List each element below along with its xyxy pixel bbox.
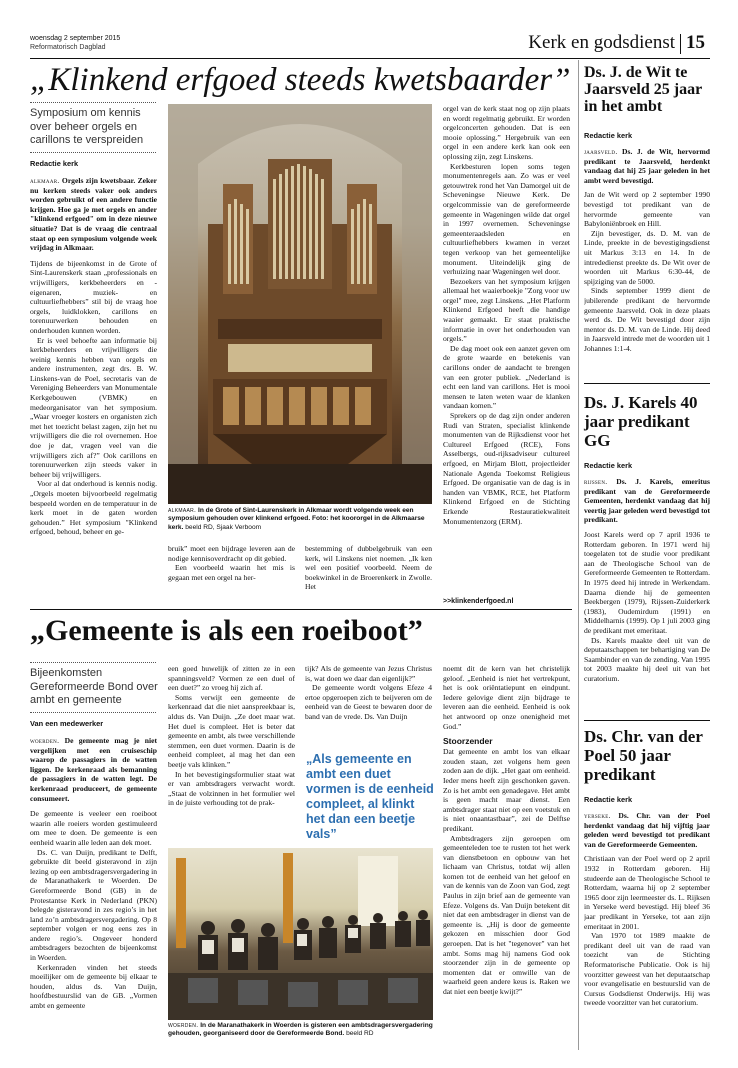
article2-column-4 <box>443 664 570 1064</box>
sidebar-item-1-lead: Ds. J. de Wit, hervormd predikant te Jaarsveld, herdenkt vandaag dat hij 25 jaar geleden in het ambt werd bevestigd. <box>584 147 710 185</box>
sidebar-item-3-lead: Ds. Chr. van der Poel herdenkt vandaag dat hij vijftig jaar geleden werd bevestigd tot predikant van de Gereformeerde Gemeenten. <box>584 811 710 849</box>
article1-paragraph: Sprekers op de dag zijn onder anderen Rudi van Straten, specialist klinkende monumenten van de Rijksdienst voor het Cultureel Erfgoed (RCE), Fons Asselbergs, oud-rijksadviseur cultureel erfgoed, en Mirjam Blott, projectleider Nationale Agenda Toekomst Religieus Erfgoed. De organisatie van de dag is in handen van VBMK, RCE, het Platform Klinkend Erfgoed en de Stichting Erkende Restauratiekwaliteit Monumentenzorg (ERM). <box>443 411 570 526</box>
article2-paragraph: In het bevestigingsformulier staat wat er van ambtsdragers verwacht wordt. „Staat de volzinnen in het formulier wel in de juiste verhouding tot de prak- <box>168 769 295 808</box>
article1-paragraph: bestemming of dubbelgebruik van een kerk, wil Linskens niet noemen. „Ik ken wel een positief voorbeeld. Neem de boekwinkel in de Broerenkerk in Zwolle. Het <box>305 544 432 592</box>
sidebar-item-1-byline: Redactie kerk <box>584 131 633 140</box>
article2-caption-text: In de Maranathakerk in Woerden is gisteren een ambtsdragersvergadering gehouden, georganiseerd door de Gereformeerde Bond. <box>168 1022 433 1038</box>
sidebar-item-3-body <box>584 811 710 1061</box>
article2-column-3 <box>305 664 432 748</box>
sidebar-item-3-dateline: yerseke. <box>584 811 611 820</box>
article1-paragraph: De dag moet ook een aanzet geven om de grote waarde en betekenis van carillons onder de aandacht te brengen van een groter publiek. „Nederland is echt een land van carillons. Het is mooi mensen te laten weten waar de klanken vandaan komen.” <box>443 343 570 411</box>
masthead-divider <box>680 34 681 54</box>
sidebar-item-1-dateline: jaarsveld. <box>584 147 618 156</box>
article2-pullquote: „Als gemeente en ambt een duet vormen is de eenheid compleet, al klinkt het dan een beetje vals” <box>306 752 434 841</box>
sidebar-item-3-byline: Redactie kerk <box>584 795 633 804</box>
article1-paragraph: Bezoekers van het symposium krijgen allemaal het waaierboekje "Zorg voor uw orgel" mee, zegt Linskens. „Het Platform Klinkend Erfgoed heeft die handige waaier gemaakt. Er staat praktische informatie in over het onderhouden van orgels.” <box>443 276 570 344</box>
sidebar-item-2-dateline: rijssen. <box>584 477 608 486</box>
article2-caption-location: woerden. <box>168 1022 199 1029</box>
article2-caption-credit: beeld RD <box>346 1030 374 1038</box>
article2-paragraph: Ambtsdragers zijn geroepen om gemeenteleden toe te rusten tot het werk van dienstbetoon en opbouw van het lichaam van Christus, totdat wij allen komen tot de eenheid van het geloof en van de kennis van de Zoon van God, zegt Paulus in zijn brief aan de gemeente van Efeze. Volgens ds. Van Duijn betekent dit niet dat een ambtsdrager in dienst van de gemeente is. „Hij is door de gemeente gekozen en misschien door God geroepen. Dat is het "tegenover" van het ambt. Soms mag hij namens God ook stoorzender zijn in de gemeente op momenten dat er omwille van de waarheid geen andere keus is. Raken we dat niet een beetje kwijt?” <box>443 833 570 996</box>
article2-paragraph: Kerkenraden vinden het steeds moeilijker om de gemeente bij elkaar te houden, aldus ds. Van Duijn, hoofdbestuurslid van de GB. „Vormen ambt en gemeente <box>30 962 157 1011</box>
article2-intro: Bijeenkomsten Gereformeerde Bond over ambt en gemeente <box>30 667 158 706</box>
sidebar-item-1-body <box>584 147 710 377</box>
article2-divider-top <box>30 662 156 663</box>
article1-paragraph: Er is veel behoefte aan informatie bij kerkbeheerders en vrijwilligers die weinig kennis hebben van orgels en andere instrumenten, zegt drs. B. W. Linskens-van de Poel, secretaris van de Vereniging Beheerders van Monumentale Kerkgebouwen (VBMK) en medeorganisator van het symposium. „Waar vroeger kosters en organisten zich met het toezicht belast zagen, zijn het nu vrijwilligers die die rol overnemen. Hoe doe je dat, vragen veel van die vrijwilligers zich af?” Ook carillons en torenuurwerken zijn steeds vaker in beheer bij vrijwilligers. <box>30 335 157 479</box>
article1-caption-location: alkmaar. <box>168 507 197 514</box>
sidebar-item-3-paragraph: Van 1970 tot 1989 maakte de predikant deel uit van de raad van toezicht van de Stichting Reformatorische Publicatie. Ook is hij voorzitter geweest van het deputaatschap voor evangelisatie en bestuurslid van de Cursus Godsdienst Onderwijs. Hij was tweede voorzitter van het curatorium. <box>584 931 710 1008</box>
article2-column-2 <box>168 664 295 840</box>
article1-lead: Orgels zijn kwetsbaar. Zeker nu kerken steeds vaker ook anders worden gebruikt of een andere functie krijgen. Hoe ga je met orgels en ander "klinkend erfgoed" om in deze nieuwe situatie? Dat is de vraag die centraal staat op een symposium volgende week vrijdag in Alkmaar. <box>30 176 157 253</box>
paper-name: Reformatorisch Dagblad <box>30 44 106 51</box>
article1-headline: „Klinkend erfgoed steeds kwetsbaarder” <box>30 62 571 98</box>
article1-paragraph: orgel van de kerk staat nog op zijn plaats en wordt regelmatig gebruikt. Er worden orgelconcerten gehouden. Dat is een mooie oplossing.” Hergebruik van een orgel in een andere kerk kan ook een oplossing zijn, zegt Linskens. <box>443 104 570 161</box>
article1-intro: Symposium om kennis over beheer orgels en carillons te verspreiden <box>30 107 144 146</box>
article2-subhead: Stoorzender <box>443 736 493 747</box>
sidebar-item-2-title: Ds. J. Karels 40 jaar predikant GG <box>584 393 698 450</box>
article2-paragraph: Soms verwijt een gemeente de kerkenraad dat die niet aanspreekbaar is, aldus ds. Van Duijn. „Ze doet maar wat. Het duel is compleet. Het is beter dat gemeente en ambt, als twee verschillende stemmen, een duet vormen. Daarin is de eenheid compleet, al mag het dan een beetje vals klinken.” <box>168 692 295 769</box>
sidebar-item-2-lead: Ds. J. Karels, emeritus predikant van de Gereformeerde Gemeenten, herdenkt vandaag dat hij veertig jaar geleden werd bevestigd tot predikant. <box>584 477 710 525</box>
sidebar-item-1-paragraph: Jan de Wit werd op 2 september 1990 bevestigd tot predikant van de hervormde gemeente van Babyloniënbroek en Hill. <box>584 190 710 229</box>
organ-photo <box>168 104 432 504</box>
sidebar-item-2-byline: Redactie kerk <box>584 461 633 470</box>
article1-column-1 <box>30 176 157 596</box>
article1-paragraph: Kerkbesturen lopen soms tegen monumentenregels aan. Zo was er veel getouwtrek rond het Van Damorgel uit de Scheveningse Nieuwe Kerk. De orgelcommissie van de gereformeerde gemeente in Wageningen wilde dat orgel in 1997 overnemen. Scheveningse gemeenteraadsleden en cultuurliefhebbers kwamen in verzet tegen verkoop van het gemeentelijke monument. Uiteindelijk ging de verhuizing naar Wageningen wel door. <box>443 161 570 277</box>
article1-paragraph: Tijdens de bijeenkomst in de Grote of Sint-Laurenskerk staan „professionals en vrijwilligers, kerkbeheerders en -eigenaren, muziek- en cultuurliefhebbers” stil bij de vraag hoe orgels, luidklokken, carillons en torenuurwerken behouden en onderhouden kunnen worden. <box>30 258 157 335</box>
sidebar-item-1-paragraph: Sinds september 1999 dient de jubilerende predikant de hervormde gemeente Jaarsveld. Ook in deze plaats werd ds. De Wit bevestigd door zijn mentor ds. D. M. van de Linde. Hij deed in Jaarsveld intrede met de woorden uit 1 Johannes 1:1-4. <box>584 286 710 353</box>
article2-paragraph: tijk? Als de gemeente van Jezus Christus is, wat doen we daar dan eigenlijk?” <box>305 664 432 683</box>
article2-column-1 <box>30 736 157 1056</box>
sidebar-separator <box>584 720 710 721</box>
meeting-photo <box>168 848 433 1020</box>
article2-dateline: woerden. <box>30 736 60 745</box>
sidebar-item-1-title: Ds. J. de Wit te Jaarsveld 25 jaar in het ambt <box>584 64 702 115</box>
section-title: Kerk en godsdienst <box>528 32 675 53</box>
meeting-illustration <box>168 848 433 1020</box>
article1-caption-text: In de Grote of Sint-Laurenskerk in Alkmaar wordt volgende week een symposium gehouden over klinkend erfgoed. Foto: het koororgel in de Alkmaarse kerk. <box>168 507 425 531</box>
sidebar-item-2-paragraph: Ds. Karels maakte deel uit van de deputaatschappen ter behartiging van De Saambinder en van de zending. Van 1995 tot 2003 maakte hij deel uit van het curatorium. <box>584 635 710 683</box>
article1-divider-bottom <box>30 152 156 153</box>
article2-paragraph: Dat gemeente en ambt los van elkaar zouden staan, zet volgens hem geen zoden aan de dijk. „Het gaat om eenheid. Ieder mens heeft zijn geschonken gaven. Zo is het ambt een genadegave. Het ambt is geen macht maar dienst. Een ambtsdrager staat niet op een voetstuk en is niet onaantastbaar”, zei de Delftse predikant. <box>443 747 570 833</box>
article1-column-4 <box>443 104 570 596</box>
article2-paragraph: Ds. C. van Duijn, predikant te Delft, gebruikte dit beeld gisteravond in zijn lezing op een ambtsdragersvergadering in de Maranathakerk te Woerden. De Gereformeerde Bond (GB) in de Protestantse Kerk in Nederland (PKN) belegde gisteravond in zes regio’s in het land zo’n ambtsdragersvergadering. Op 8 september volgen er nog eens zes in andere regio’s. Ongeveer honderd ambtsdragers bezochten de bijeenkomst in Woerden. <box>30 847 157 963</box>
article1-dateline: alkmaar. <box>30 176 60 185</box>
article2-paragraph: noemt dit de kern van het christelijk geloof. „Eenheid is niet het vertrekpunt, het is ook oriëntatiepunt en eindpunt. Iedere gelovige dient zijn bijdrage te leveren aan die eenheid. Eenheid is ook het antwoord op onze onenigheid met God.” <box>443 664 570 731</box>
article1-caption <box>168 507 432 532</box>
article2-paragraph: een goed huwelijk of zitten ze in een spanningsveld? Vormen ze een duel of een duet?” zo vroeg hij zich af. <box>168 664 295 693</box>
article1-divider-top <box>30 102 156 103</box>
sidebar-item-1-paragraph: Zijn bevestiger, ds. D. M. van de Linde, preekte in de bevestigingsdienst uit Markus 3:13 en 14. In de intrededienst preekte ds. De Wit over de woorden uit Markus 6:30-44, de spijziging van de 5000. <box>584 228 710 286</box>
article1-byline: Redactie kerk <box>30 159 79 168</box>
sidebar-item-3-title: Ds. Chr. van der Poel 50 jaar predikant <box>584 727 703 784</box>
masthead-rule <box>30 58 710 59</box>
article2-lead: De gemeente mag je niet vergelijken met een cruiseschip waarop de passagiers in de watten liggen. De kerkenraad als bemanning de passagiers in de watten legt. De kerkenraad produceert, de gemeente consumeert. <box>30 736 157 803</box>
article1-paragraph: Een voorbeeld waarin het mis is gegaan met een orgel na her- <box>168 563 295 582</box>
article1-column-3 <box>305 544 432 596</box>
article1-caption-credit: beeld RD, Sjaak Verboom <box>185 523 262 531</box>
article2-byline: Van een medewerker <box>30 719 104 728</box>
article1-column-2 <box>168 544 295 596</box>
article2-caption <box>168 1022 434 1039</box>
sidebar-item-2-paragraph: Joost Karels werd op 7 april 1936 te Rotterdam geboren. In 1971 werd hij toegelaten tot de studie voor predikant aan de Theologische School van de Gereformeerde Gemeenten te Rotterdam. In 1975 deed hij intrede in Werkendam. Daarna diende hij de gemeenten Beekbergen (1979), Rijssen-Zuiderkerk (1983), Oudemirdum (1991) en Middelharnis (1999). Op 1 juli 2003 ging de predikant met emeritaat. <box>584 529 710 635</box>
page-number: 15 <box>686 32 705 53</box>
issue-date: woensdag 2 september 2015 <box>30 35 121 42</box>
sidebar-separator <box>584 383 710 384</box>
article1-paragraph: bruik” moet een bijdrage leveren aan de nodige kennisoverdracht op dit gebied. <box>168 544 295 563</box>
article2-headline: „Gemeente is als een roeiboot” <box>30 614 423 647</box>
sidebar-item-3-paragraph: Christiaan van der Poel werd op 2 april 1932 in Rotterdam geboren. Hij studeerde aan de Theologische School te Rotterdam, waarna hij op 2 september 1965 door zijn leermeester ds. L. Rijksen in Yerseke werd bevestigd. Hij bleef 36 jaar predikant in Yerseke, tot aan zijn emeritaat in 2001. <box>584 854 710 931</box>
article1-paragraph: Voor al dat onderhoud is kennis nodig. „Orgels moeten bijvoorbeeld regelmatig bespeeld worden en de temperatuur in de kerk moet in de gaten worden gehouden.” Het symposium "Klinkend erfgoed, behoud, beheer en ge- <box>30 479 157 537</box>
article2-paragraph: De gemeente wordt volgens Efeze 4 ertoe opgeroepen zich te beijveren om de eenheid van de Geest te bewaren door de band van de vrede. Ds. Van Duijn <box>305 683 432 721</box>
article1-link[interactable]: >>klinkenderfgoed.nl <box>443 598 514 605</box>
article-separator <box>30 609 572 610</box>
article2-paragraph: De gemeente is veeleer een roeiboot waarin alle roeiers worden gestimuleerd om mee te doen. De gemeente is een eenheid waarin alle leden aan dek moet. <box>30 809 157 847</box>
sidebar-divider <box>578 60 579 1050</box>
sidebar-item-2-body <box>584 477 710 715</box>
article2-divider-bottom <box>30 712 156 713</box>
organ-illustration <box>168 104 432 504</box>
